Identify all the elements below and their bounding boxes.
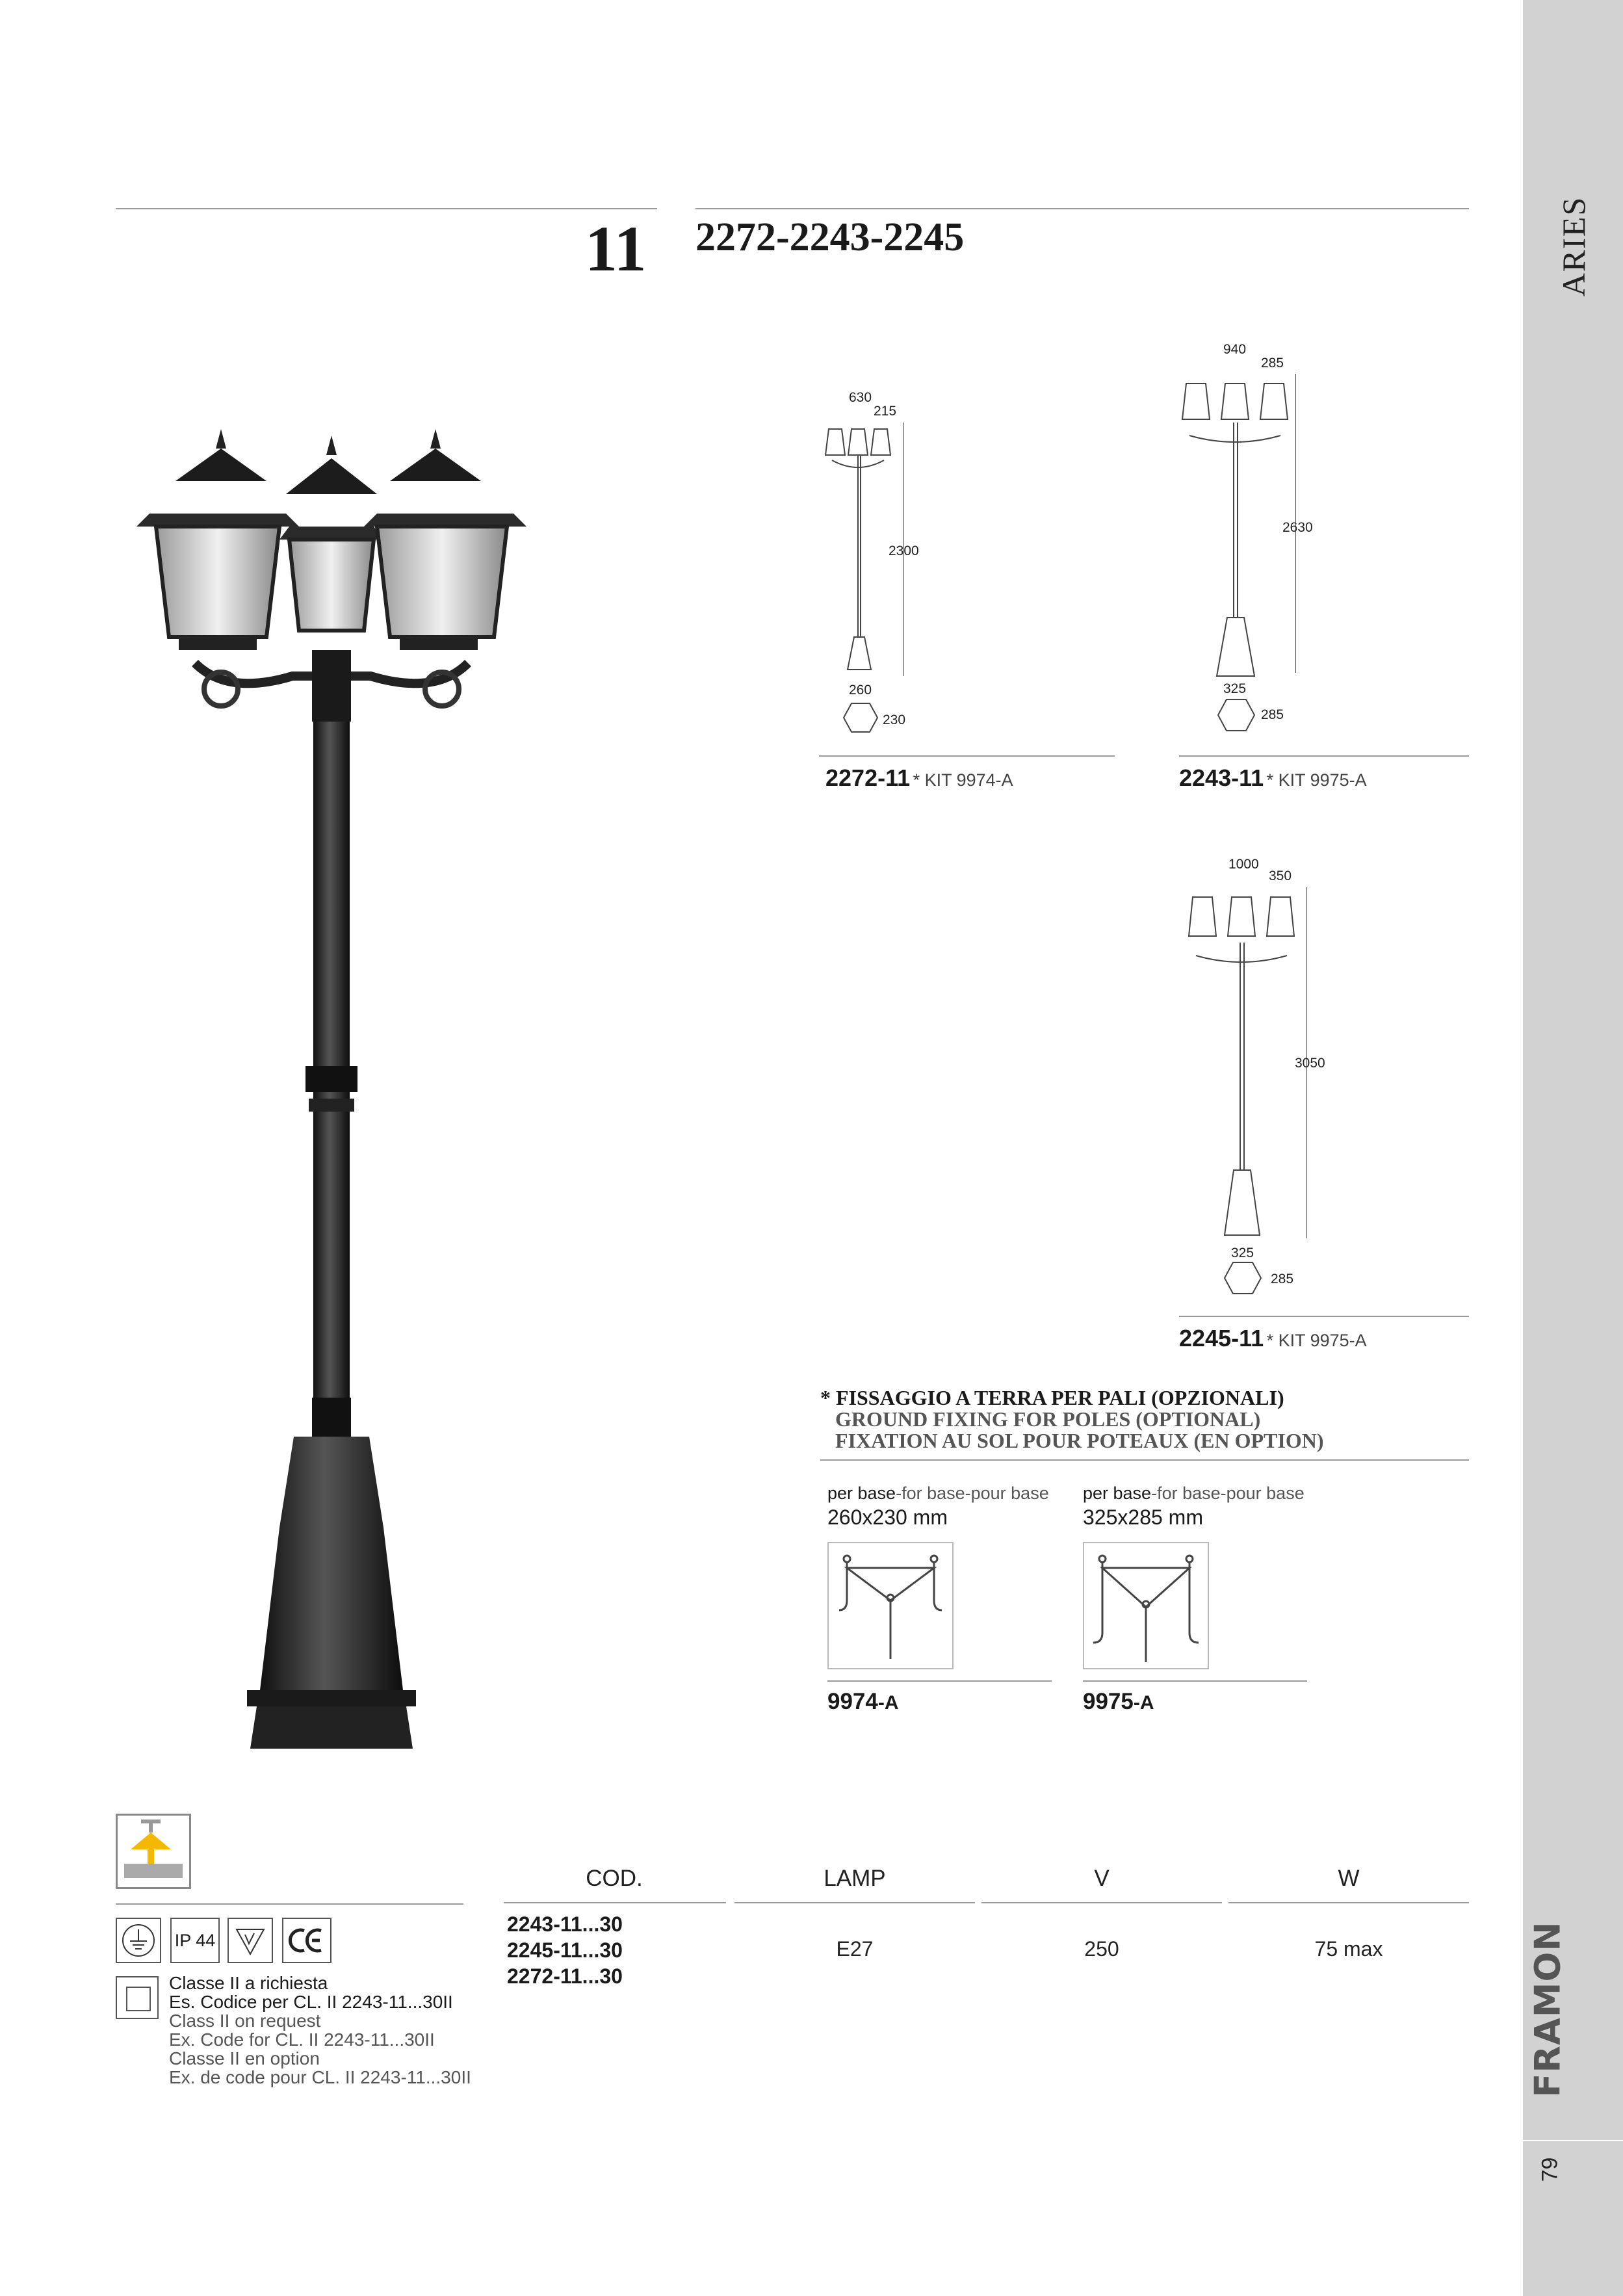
class-2-notes	[169, 1974, 471, 2087]
product-rule	[1179, 1316, 1469, 1317]
col-rule	[734, 1902, 975, 1903]
hexagon-base	[842, 702, 879, 733]
header-rule-right	[695, 208, 1469, 209]
fire-rating-icon	[227, 1918, 273, 1963]
dim-spread: 215	[874, 404, 897, 419]
code-cell: 2272-11...30	[507, 1964, 623, 1988]
fixing-title-en: GROUND FIXING FOR POLES (OPTIONAL)	[835, 1407, 1261, 1431]
lamp-drawing	[1176, 371, 1293, 683]
dim-height: 2630	[1282, 520, 1313, 535]
class-2-line: Es. Codice per CL. II 2243-11...30II	[169, 1992, 453, 2012]
product-rule	[819, 755, 1115, 757]
dim-height: 2300	[889, 543, 919, 558]
dim-base-width: 325	[1231, 1246, 1254, 1260]
class-2-line: Class II on request	[169, 2011, 321, 2031]
product-label: 2243-11 * KIT 9975-A	[1179, 764, 1367, 791]
anchor-kit-drawing	[1083, 1542, 1209, 1669]
dim-height: 3050	[1295, 1056, 1325, 1071]
hexagon-base	[1217, 698, 1256, 732]
dim-base-depth: 285	[1271, 1272, 1294, 1286]
lamp-post-photo	[123, 423, 539, 1762]
installation-warning-icon	[116, 1814, 191, 1889]
col-rule	[981, 1902, 1222, 1903]
kit-size: 325x285 mm	[1083, 1506, 1203, 1529]
dim-base-depth: 230	[883, 712, 906, 727]
dim-spread: 285	[1261, 356, 1284, 371]
page-number: 79	[1537, 2157, 1563, 2182]
dim-base-depth: 285	[1261, 707, 1284, 722]
product-label: 2245-11 * KIT 9975-A	[1179, 1325, 1367, 1351]
kit-rule	[1083, 1680, 1307, 1682]
dim-width: 940	[1223, 342, 1247, 357]
anchor-kit-drawing	[827, 1542, 954, 1669]
kit-base-label: per base-for base-pour base	[827, 1483, 1049, 1503]
earth-ground-icon	[116, 1918, 161, 1963]
fixing-rule	[820, 1459, 1469, 1461]
product-label: 2272-11 * KIT 9974-A	[825, 764, 1013, 791]
collection-title: ARIES	[1555, 196, 1592, 297]
product-rule	[1179, 755, 1469, 757]
ce-mark-icon	[282, 1918, 331, 1963]
watt-cell: 75 max	[1314, 1937, 1383, 1961]
fixing-title-it: * FISSAGGIO A TERRA PER PALI (OPZIONALI)	[820, 1386, 1284, 1409]
hexagon-base	[1223, 1261, 1262, 1295]
section-number: 11	[585, 213, 647, 285]
kit-base-label: per base-for base-pour base	[1083, 1483, 1305, 1503]
class-2-icon	[116, 1976, 159, 2019]
class-2-line: Classe II en option	[169, 2048, 320, 2068]
lamp-drawing	[1183, 884, 1300, 1248]
col-header-lamp: LAMP	[824, 1866, 886, 1891]
lamp-cell: E27	[836, 1937, 874, 1961]
kit-size: 260x230 mm	[827, 1506, 948, 1529]
code-cell: 2245-11...30	[507, 1938, 623, 1962]
code-cell: 2243-11...30	[507, 1912, 623, 1936]
kit-code: 9974-A	[827, 1689, 899, 1714]
code-list	[507, 1911, 623, 1989]
col-rule	[504, 1902, 726, 1903]
class-2-line: Ex. Code for CL. II 2243-11...30II	[169, 2029, 435, 2050]
brand-logo	[1527, 2013, 1568, 2098]
brand-divider	[1523, 2140, 1623, 2141]
dim-width: 630	[849, 390, 872, 405]
col-rule	[1228, 1902, 1469, 1903]
dim-spread: 350	[1269, 868, 1292, 883]
dim-width: 1000	[1228, 857, 1259, 872]
header-rule-left	[116, 208, 657, 209]
col-header-watt: W	[1338, 1866, 1360, 1891]
col-header-volt: V	[1094, 1866, 1110, 1891]
volt-cell: 250	[1084, 1937, 1119, 1961]
cert-rule	[116, 1903, 463, 1905]
class-2-line: Ex. de code pour CL. II 2243-11...30II	[169, 2067, 471, 2087]
kit-code: 9975-A	[1083, 1689, 1154, 1714]
page-title: 2272-2243-2245	[695, 215, 965, 259]
dim-base-width: 260	[849, 683, 872, 698]
class-2-line: Classe II a richiesta	[169, 1973, 328, 1993]
dim-base-width: 325	[1223, 681, 1247, 696]
ip-rating-badge: IP 44	[170, 1918, 220, 1963]
kit-rule	[827, 1680, 1052, 1682]
fixing-title-fr: FIXATION AU SOL POUR POTEAUX (EN OPTION)	[835, 1429, 1324, 1452]
col-header-code: COD.	[586, 1866, 643, 1891]
